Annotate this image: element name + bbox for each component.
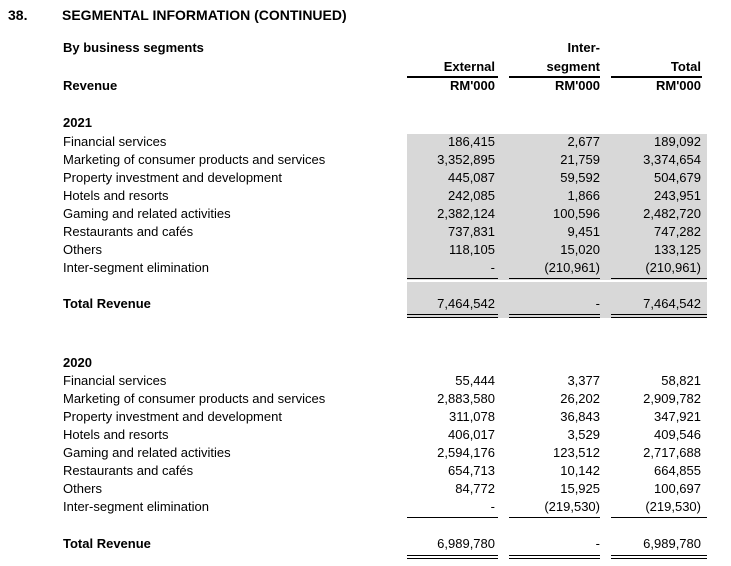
row-label: Inter-segment elimination bbox=[63, 499, 209, 514]
inter-value: (210,961) bbox=[544, 260, 600, 275]
header-rule-external bbox=[407, 76, 498, 78]
external-value: 186,415 bbox=[448, 134, 495, 149]
inter-total: - bbox=[595, 536, 600, 551]
col-inter-title-2: segment bbox=[546, 59, 600, 74]
inter-value: 59,592 bbox=[560, 170, 600, 185]
inter-value: 123,512 bbox=[553, 445, 600, 460]
col-external-title: External bbox=[443, 59, 495, 74]
total-value: 747,282 bbox=[654, 224, 701, 239]
inter-value: 15,925 bbox=[560, 481, 600, 496]
total-value: 2,717,688 bbox=[643, 445, 701, 460]
total-total: 6,989,780 bbox=[643, 536, 701, 551]
row-label: Property investment and development bbox=[63, 409, 282, 424]
inter-value: 26,202 bbox=[560, 391, 600, 406]
inter-value: (219,530) bbox=[544, 499, 600, 514]
external-value: 2,594,176 bbox=[437, 445, 495, 460]
row-label: Financial services bbox=[63, 373, 167, 388]
inter-value: 10,142 bbox=[560, 463, 600, 478]
table-row bbox=[0, 224, 731, 242]
table-row bbox=[0, 499, 731, 517]
row-label: Hotels and resorts bbox=[63, 427, 169, 442]
row-label: Financial services bbox=[63, 134, 167, 149]
double-rule bbox=[611, 555, 707, 559]
total-value: 58,821 bbox=[661, 373, 701, 388]
table-row bbox=[0, 242, 731, 260]
subtotal-rule bbox=[407, 517, 498, 518]
double-rule bbox=[611, 314, 707, 318]
inter-value: 1,866 bbox=[567, 188, 600, 203]
col-total-title: Total bbox=[670, 59, 701, 74]
table-row bbox=[0, 206, 731, 224]
col-external-unit: RM'000 bbox=[450, 78, 495, 93]
external-total: 6,989,780 bbox=[437, 536, 495, 551]
subtotal-rule bbox=[509, 278, 600, 279]
external-value: 55,444 bbox=[455, 373, 495, 388]
external-value: - bbox=[490, 499, 495, 514]
external-value: 3,352,895 bbox=[437, 152, 495, 167]
double-rule bbox=[509, 314, 600, 318]
table-row bbox=[0, 391, 731, 409]
external-value: 2,382,124 bbox=[437, 206, 495, 221]
total-row-2021 bbox=[0, 296, 731, 314]
total-value: (219,530) bbox=[645, 499, 701, 514]
external-value: 445,087 bbox=[448, 170, 495, 185]
total-value: 243,951 bbox=[654, 188, 701, 203]
row-label: Others bbox=[63, 242, 103, 257]
total-value: 664,855 bbox=[654, 463, 701, 478]
double-rule bbox=[407, 314, 498, 318]
total-value: 3,374,654 bbox=[643, 152, 701, 167]
row-label: Others bbox=[63, 481, 103, 496]
col-inter-title-1: Inter- bbox=[567, 40, 600, 55]
total-value: 409,546 bbox=[654, 427, 701, 442]
row-label: Gaming and related activities bbox=[63, 445, 231, 460]
external-value: - bbox=[490, 260, 495, 275]
inter-value: 15,020 bbox=[560, 242, 600, 257]
table-row bbox=[0, 152, 731, 170]
year-2020: 2020 bbox=[63, 355, 92, 370]
table-row bbox=[0, 134, 731, 152]
inter-value: 21,759 bbox=[560, 152, 600, 167]
inter-value: 100,596 bbox=[553, 206, 600, 221]
external-value: 242,085 bbox=[448, 188, 495, 203]
total-value: (210,961) bbox=[645, 260, 701, 275]
total-value: 2,482,720 bbox=[643, 206, 701, 221]
total-label: Total Revenue bbox=[63, 536, 151, 551]
total-row-2020 bbox=[0, 536, 731, 554]
subtotal-rule bbox=[611, 517, 707, 518]
table-row bbox=[0, 481, 731, 499]
section-label-revenue: Revenue bbox=[63, 78, 118, 93]
row-label: Marketing of consumer products and services bbox=[63, 391, 326, 406]
total-value: 100,697 bbox=[654, 481, 701, 496]
row-label: Marketing of consumer products and services bbox=[63, 152, 326, 167]
inter-value: 3,529 bbox=[567, 427, 600, 442]
total-value: 133,125 bbox=[654, 242, 701, 257]
external-value: 654,713 bbox=[448, 463, 495, 478]
total-value: 189,092 bbox=[654, 134, 701, 149]
row-label: Restaurants and cafés bbox=[63, 224, 194, 239]
row-label: Property investment and development bbox=[63, 170, 282, 185]
table-row bbox=[0, 170, 731, 188]
note-title: SEGMENTAL INFORMATION (CONTINUED) bbox=[62, 7, 347, 23]
inter-value: 3,377 bbox=[567, 373, 600, 388]
table-row bbox=[0, 445, 731, 463]
total-value: 504,679 bbox=[654, 170, 701, 185]
double-rule bbox=[509, 555, 600, 559]
header-rule-inter bbox=[509, 76, 600, 78]
external-value: 406,017 bbox=[448, 427, 495, 442]
table-row bbox=[0, 427, 731, 445]
double-rule bbox=[407, 555, 498, 559]
table-row bbox=[0, 409, 731, 427]
subtotal-rule bbox=[407, 278, 498, 279]
external-total: 7,464,542 bbox=[437, 296, 495, 311]
year-2021: 2021 bbox=[63, 115, 92, 130]
subtotal-rule bbox=[611, 278, 707, 279]
table-row bbox=[0, 463, 731, 481]
external-value: 311,078 bbox=[448, 409, 495, 424]
row-label: Hotels and resorts bbox=[63, 188, 169, 203]
col-inter-unit: RM'000 bbox=[555, 78, 600, 93]
external-value: 118,105 bbox=[448, 242, 495, 257]
total-total: 7,464,542 bbox=[643, 296, 701, 311]
note-number: 38. bbox=[8, 7, 28, 23]
table-row bbox=[0, 260, 731, 278]
external-value: 737,831 bbox=[448, 224, 495, 239]
total-value: 2,909,782 bbox=[643, 391, 701, 406]
external-value: 2,883,580 bbox=[437, 391, 495, 406]
inter-value: 36,843 bbox=[560, 409, 600, 424]
col-total-unit: RM'000 bbox=[656, 78, 701, 93]
subtotal-rule bbox=[509, 517, 600, 518]
subheading: By business segments bbox=[63, 40, 204, 55]
row-label: Restaurants and cafés bbox=[63, 463, 194, 478]
inter-value: 2,677 bbox=[567, 134, 600, 149]
total-label: Total Revenue bbox=[63, 296, 151, 311]
inter-total: - bbox=[595, 296, 600, 311]
external-value: 84,772 bbox=[455, 481, 495, 496]
table-row bbox=[0, 188, 731, 206]
row-label: Inter-segment elimination bbox=[63, 260, 209, 275]
inter-value: 9,451 bbox=[567, 224, 600, 239]
total-value: 347,921 bbox=[654, 409, 701, 424]
header-rule-total bbox=[611, 76, 702, 78]
row-label: Gaming and related activities bbox=[63, 206, 231, 221]
table-row bbox=[0, 373, 731, 391]
